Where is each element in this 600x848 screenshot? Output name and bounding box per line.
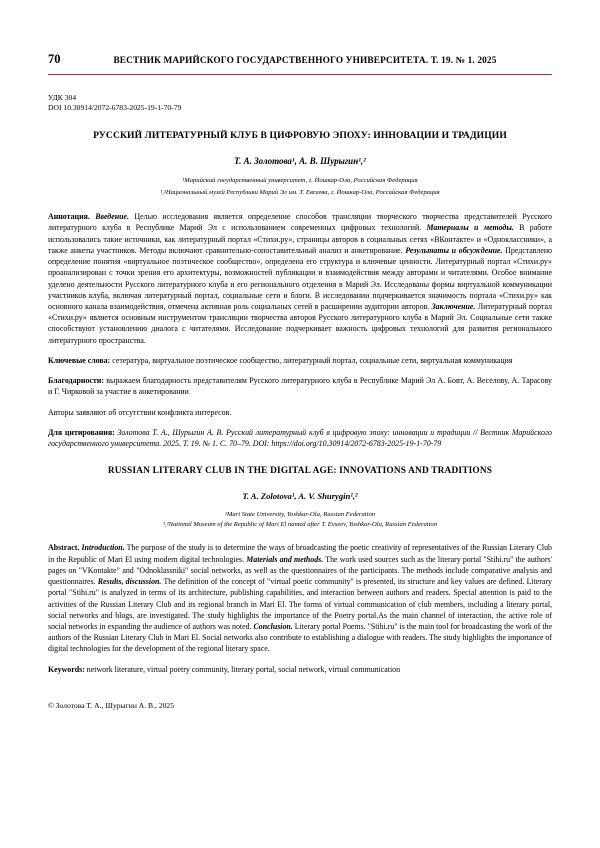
abstract-section-intro-en: Introduction. (81, 543, 125, 553)
keywords-ru (48, 355, 552, 366)
citation-label-ru: Для цитирования: (48, 427, 115, 437)
affiliation-en-2: ¹,²National Museum of the Republic of Mari El named after T. Evseev, Yoshkar-Ola, Russian Federation (162, 520, 437, 528)
acknowledgements-text-ru: выражаем благодарность представителям Русского литературного клуба в Республике Марий Эл А. Бовт, А. Веселову, А. Тарасову и Г. Чирковой за участие в анкетировании (48, 376, 552, 397)
article-title-ru: РУССКИЙ ЛИТЕРАТУРНЫЙ КЛУБ В ЦИФРОВУЮ ЭПОХУ: ИННОВАЦИИ И ТРАДИЦИИ (93, 129, 507, 141)
keywords-en (48, 664, 552, 675)
authors-ru: Т. А. Золотова¹, А. В. Шурыгин¹,² (234, 156, 366, 167)
authors-en: T. A. Zolotova¹, A. V. Shurygin¹,² (242, 490, 358, 501)
abstract-text-en-4: Literary portal Poems. "Stihi.ru" is the main tool for broadcasting the work of the authors of the Russian Literary Club in Mari El. Social networks also contribute to establishing a dialogue with readers. The study highlights the importance of digital technologies for the development of the regional literary space. (48, 622, 552, 654)
abstract-section-methods-ru: Материалы и методы. (426, 223, 514, 233)
copyright-notice: © Золотова Т. А., Шурыгин А. В., 2025 (48, 700, 175, 710)
conflict-statement-ru: Авторы заявляют об отсутствии конфликта интересов. (48, 407, 232, 417)
acknowledgements-label-ru: Благодарности: (48, 376, 104, 386)
abstract-text-ru-4: Литературный портал «Стихи.ру» является основным инструментом трансляции творчества авторов Русского литературного клуба в Марий Эл. Социальные сети также способствуют установлению диалога с читателями. Исследование подчеркивает важность цифровых технологий для развития регионального литературного пространства. (48, 301, 552, 345)
abstract-section-results-ru: Результаты и обсуждение. (405, 245, 503, 255)
abstract-text-ru-1: Целью исследования является определение способов трансляции творческого творчества представителей Русского литературного клуба в Республике Марий Эл с использованием современных цифровых технологий. (48, 212, 552, 233)
page-number: 70 (48, 52, 61, 66)
abstract-text-en-2: The work used sources such as the literary portal "Stihi.ru" the authors' pages on "VKontakte" and "Odnoklassniki" social networks, as well as the questionnaires of the participants. The methods include comparative analysis and questionnaires. (48, 554, 552, 587)
running-head (48, 52, 552, 75)
journal-title: ВЕСТНИК МАРИЙСКОГО ГОСУДАРСТВЕННОГО УНИВЕРСИТЕТА. Т. 19. № 1. 2025 (113, 56, 497, 66)
citation-text-ru: Золотова Т. А., Шурыгин А. В. Русский литературный клуб в цифровую эпоху: инновации и традиции // Вестник Марийского государственного университета. 2025. Т. 19. № 1. С. 70–79. DOI: https://doi.org/10.30914/2072-6783-2025-19-1-70-79 (48, 427, 552, 448)
abstract-en (48, 542, 552, 654)
udk-code: УДК 304 (48, 93, 77, 102)
abstract-label-ru: Аннотация. (48, 212, 90, 222)
keywords-text-en: network literature, virtual poetry community, literary portal, social network, virtual communication (84, 664, 401, 674)
acknowledgements-ru (48, 375, 552, 397)
abstract-section-conclusion-en: Conclusion. (253, 622, 293, 632)
abstract-text-ru-3: Представлено определение понятия «виртуальное поэтическое сообщество», определена его структура и ключевые ценности. Литературный портал «Стихи.ру» проанализирован с точки зрения его архитектуры, возможностей публикации и взаимодействия между авторами и читателями. Особое внимание уделено деятельности Русского литературного клуба и его регионального отделения в Марий Эл. Исследованы формы виртуальной коммуникации участников клуба, включая литературный портал, социальные сети и блоги. В исследовании подчеркивается значимость портала «Стихи.ру» как основного канала взаимодействия, отмечена активная роль социальных сетей в расширении аудитории авторов. (48, 245, 553, 311)
affiliations-en (48, 510, 552, 530)
keywords-text-ru: сетература, виртуальное поэтическое сообщество, литературный портал, социальные сети, виртуальная коммуникация (110, 355, 513, 365)
affiliations-ru (48, 176, 552, 198)
abstract-section-methods-en: Materials and methods. (246, 554, 324, 564)
article-title-en: RUSSIAN LITERARY CLUB IN THE DIGITAL AGE: INNOVATIONS AND TRADITIONS (107, 466, 493, 477)
abstract-text-en-1: The purpose of the study is to determine the ways of broadcasting the poetic creativity of representatives of the Russian Literary Club in the Republic of Mari El using modern digital technologies. (48, 543, 552, 564)
abstract-text-en-3: The definition of the concept of "virtual poetic community" is presented, its structure and key values are defined. Literary portal "Stihi.ru" is analyzed in terms of its architecture, publishing capabilities, and interaction between authors and readers. Special attention is paid to the activities of the Russian Literary Club and its regional branch in Mari El. The forms of virtual communication of club members, including a literary portal, social networks and blogs, are investigated. The study highlights the importance of the Poetry portal.As the main channel of interaction, the active role of social networks in expanding the audience of authors was noted. (48, 577, 552, 632)
keywords-label-ru: Ключевые слова: (48, 355, 111, 365)
abstract-section-intro-ru: Введение. (95, 212, 129, 222)
affiliation-ru-2: ¹,²Национальный музей Республики Марий Эл им. Т. Евсеева, г. Йошкар-Ола, Российская Федерация (160, 189, 440, 197)
keywords-label-en: Keywords: (48, 664, 85, 674)
doi-code: DOI 10.30914/2072-6783-2025-19-1-70-79 (48, 103, 182, 113)
affiliation-ru-1: ¹Марийский государственный университет, г. Йошкар-Ола, Российская Федерация (182, 177, 418, 185)
abstract-text-ru-2: В работе использовались такие источники, как литературный портал «Стихи.ру», страницы авторов в социальных сетях «ВКонтакте» и «Одноклассники», а также анкеты участников. Методы включают сравнительно-сопоставительный анализ и анкетирование. (48, 223, 553, 255)
citation-ru (48, 427, 552, 449)
identifiers-block (48, 93, 552, 114)
abstract-label-en: Abstract. (48, 543, 80, 553)
abstract-section-conclusion-ru: Заключение. (431, 301, 476, 311)
affiliation-en-1: ¹Mari State University, Yoshkar-Ola, Russian Federation (224, 510, 376, 518)
abstract-ru (48, 211, 552, 346)
abstract-section-results-en: Results, discussion. (97, 577, 162, 587)
